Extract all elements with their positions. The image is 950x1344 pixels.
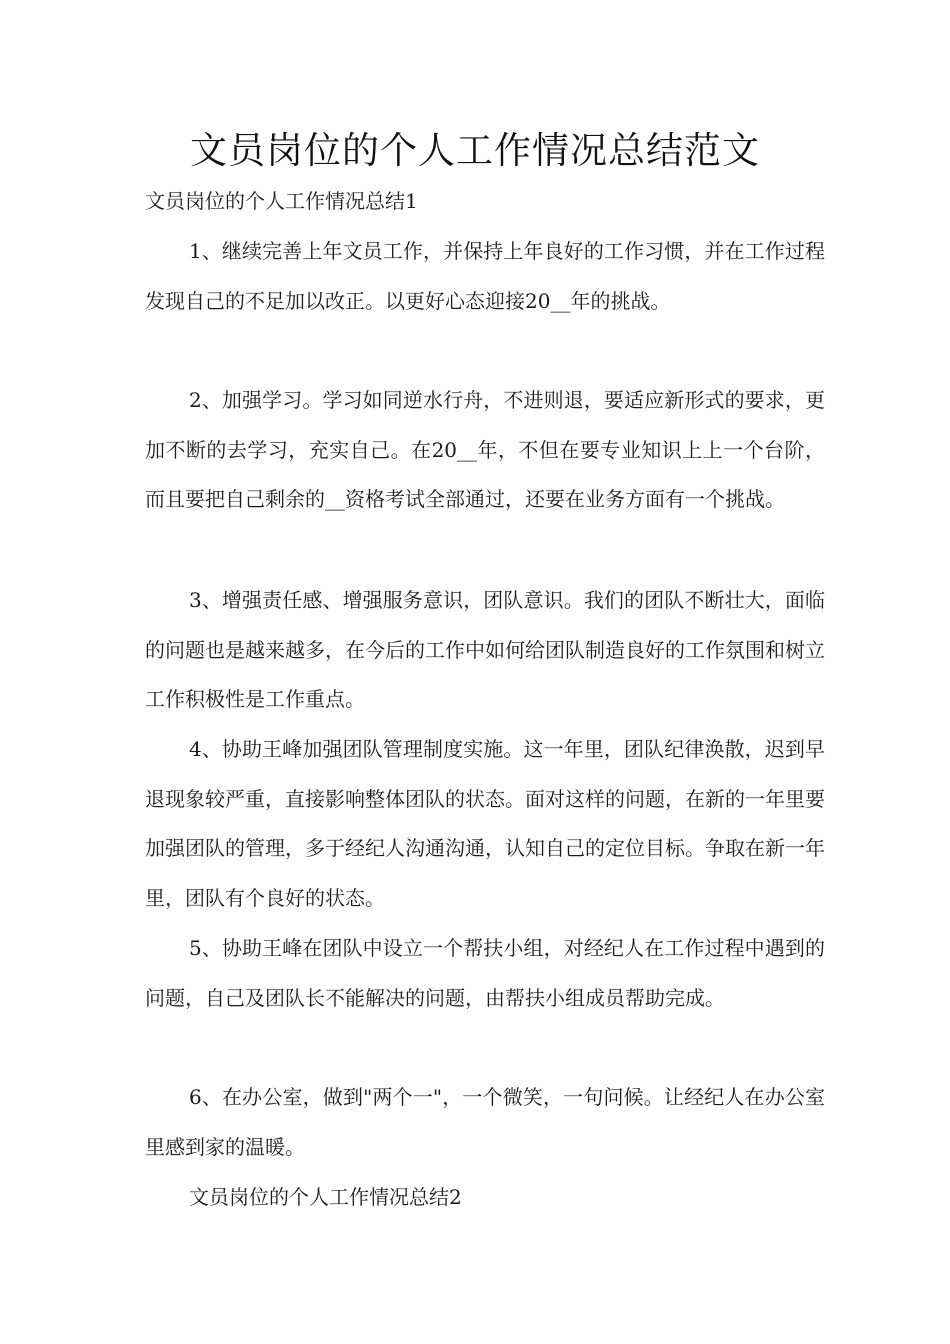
section-heading-1: 文员岗位的个人工作情况总结1 [145,189,418,213]
document-title: 文员岗位的个人工作情况总结范文 [190,129,760,172]
paragraph-3: 3、增强责任感、增强服务意识，团队意识。我们的团队不断壮大，面临的问题也是越来越多，在今后的工作中如何给团队制造良好的工作氛围和树立工作积极性是工作重点。 [145,588,825,711]
paragraph-2: 2、加强学习。学习如同逆水行舟，不进则退，要适应新形式的要求，更加不断的去学习，充实自己。在20__年，不但在要专业知识上上一个台阶，而且要把自己剩余的__资格考试全部通过，还要在业务方面有一个挑战。 [145,388,825,511]
paragraph-1: 1、继续完善上年文员工作，并保持上年良好的工作习惯，并在工作过程发现自己的不足加以改正。以更好心态迎接20__年的挑战。 [145,239,825,313]
paragraph-5: 5、协助王峰在团队中设立一个帮扶小组，对经纪人在工作过程中遇到的问题，自己及团队长不能解决的问题，由帮扶小组成员帮助完成。 [145,936,825,1010]
paragraph-6: 6、在办公室，做到"两个一"，一个微笑，一句问候。让经纪人在办公室里感到家的温暖。 [145,1085,825,1159]
paragraph-4: 4、协助王峰加强团队管理制度实施。这一年里，团队纪律涣散，迟到早退现象较严重，直接影响整体团队的状态。面对这样的问题，在新的一年里要加强团队的管理，多于经纪人沟通沟通，认知自己的定位目标。争取在新一年里，团队有个良好的状态。 [145,737,825,910]
section-heading-2: 文员岗位的个人工作情况总结2 [189,1185,462,1209]
